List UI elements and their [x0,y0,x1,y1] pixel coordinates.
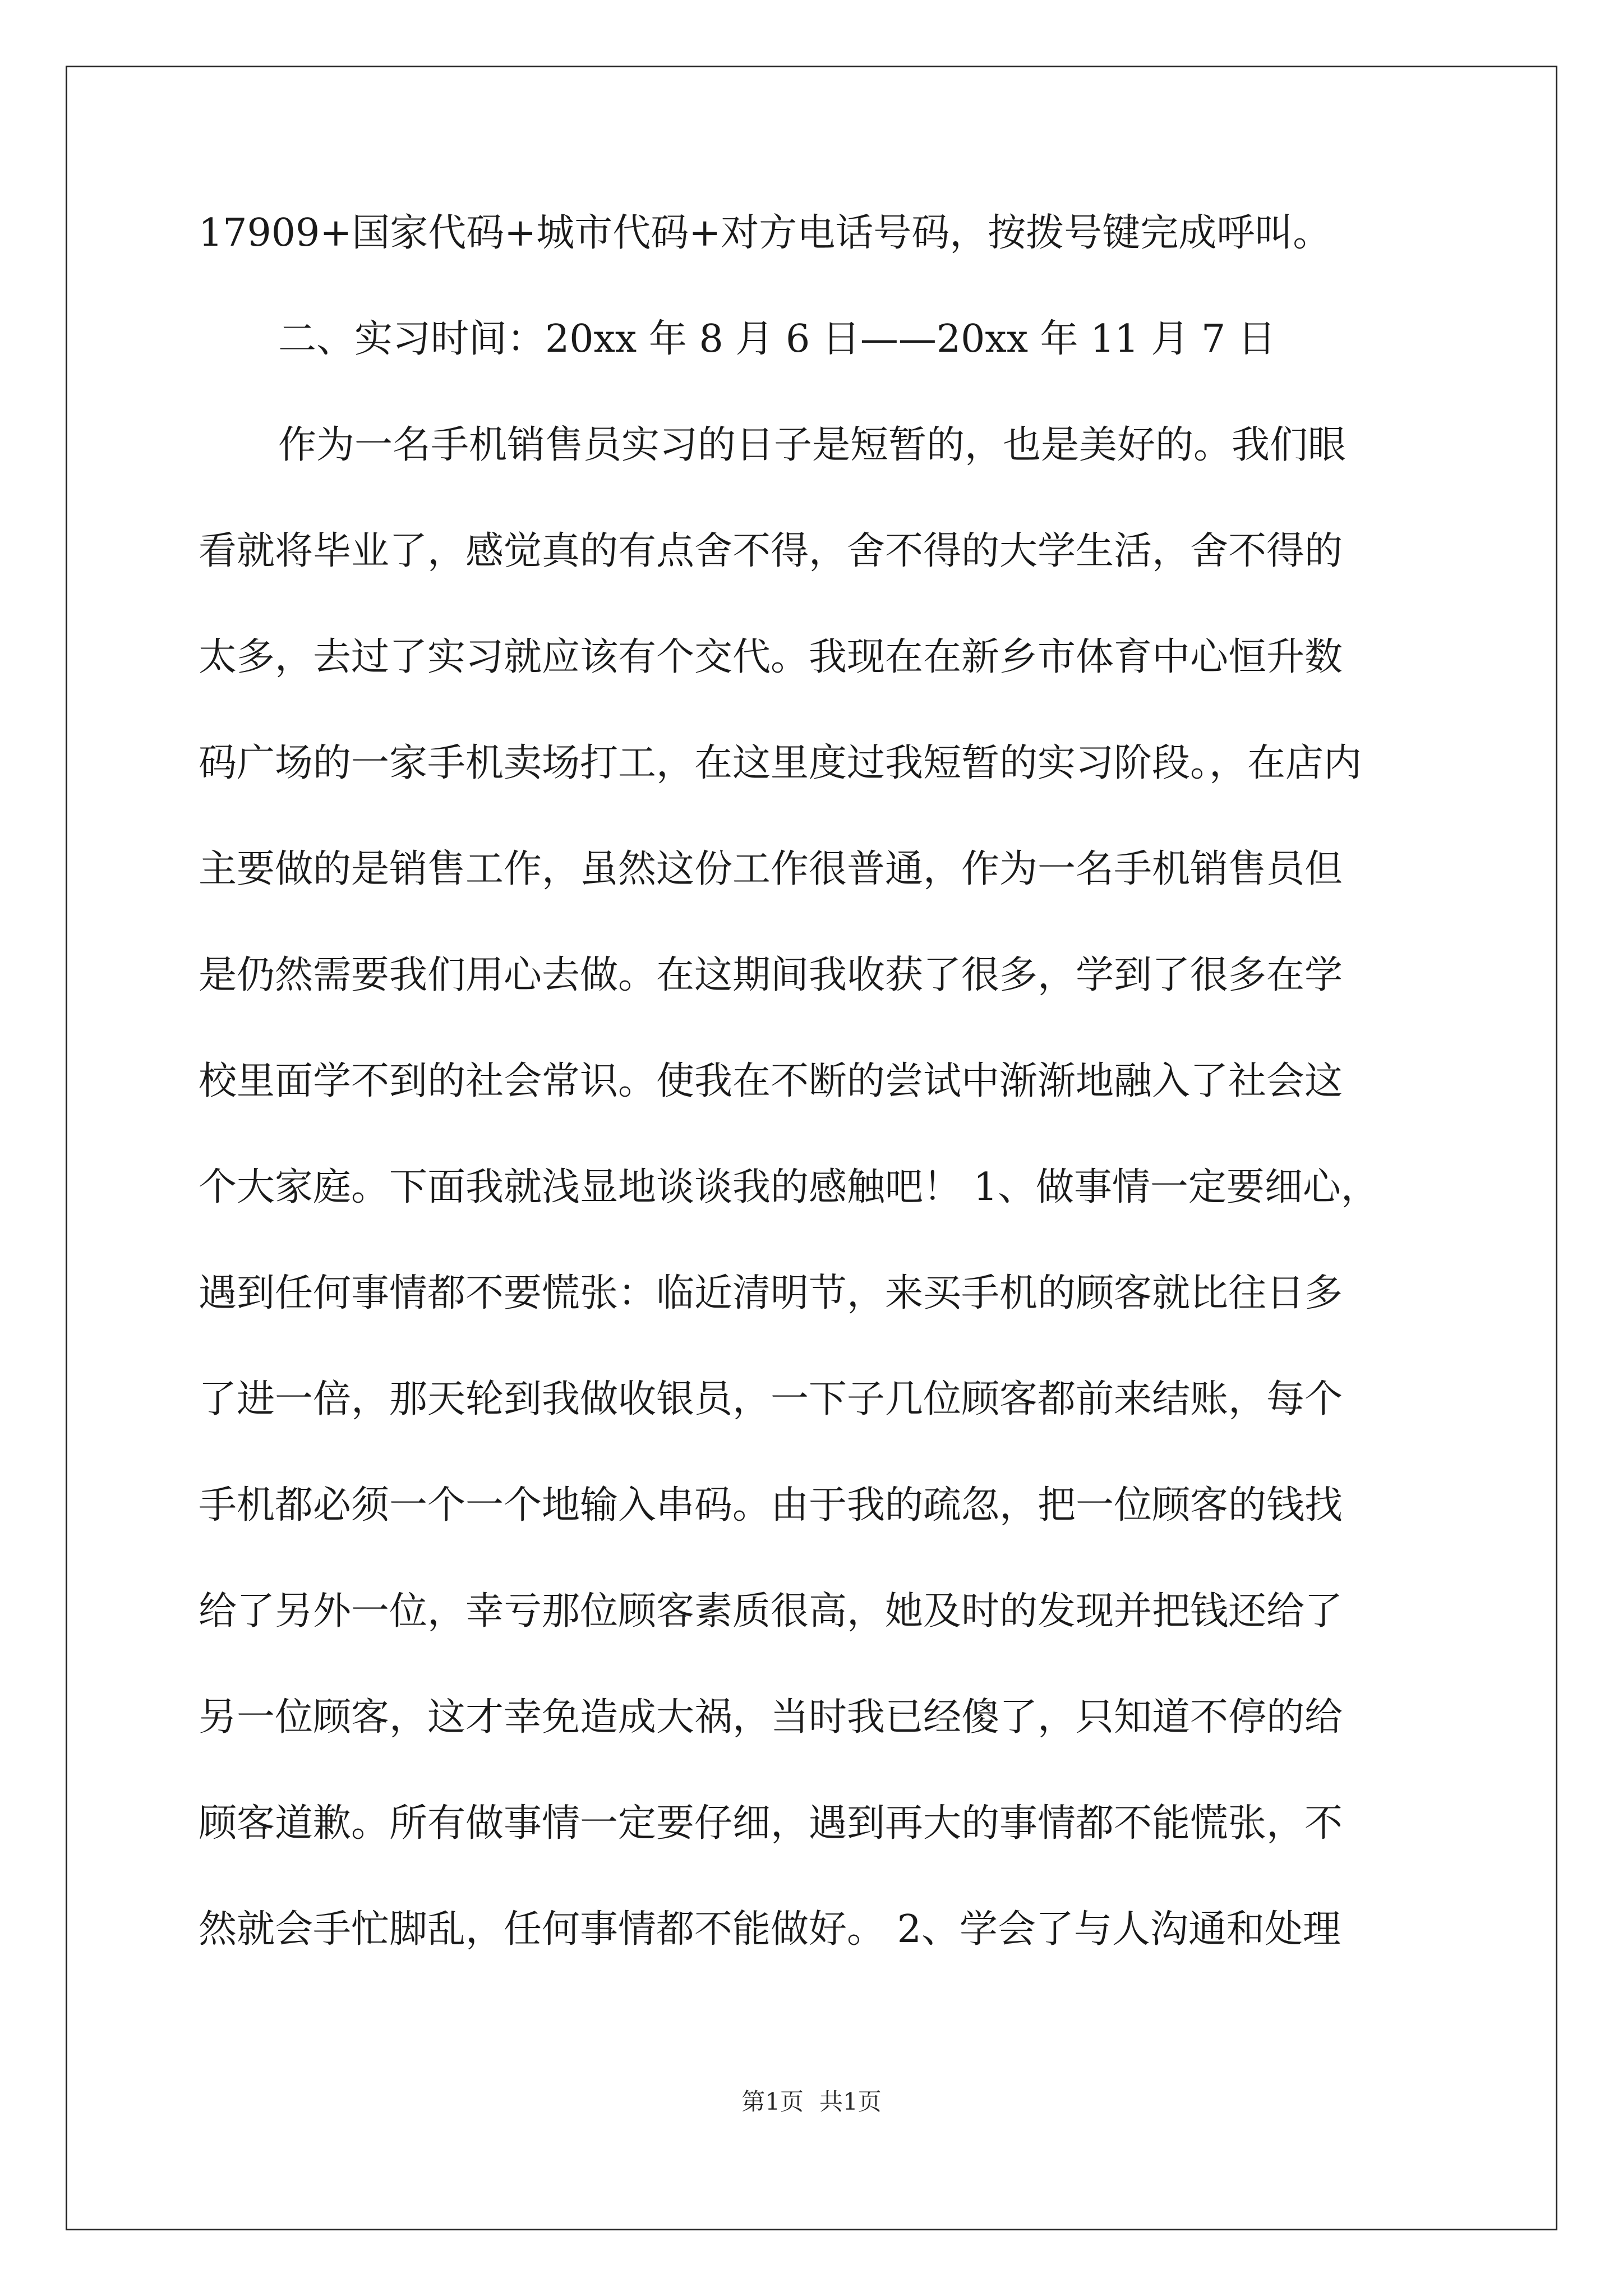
text-line: 顾客道歉。所有做事情一定要仔细，遇到再大的事情都不能慌张，不 [199,1801,1343,1846]
page-border [66,66,1557,2230]
text-line: 码广场的一家手机卖场打工，在这里度过我短暂的实习阶段。，在店内 [199,741,1362,785]
text-line: 另一位顾客，这才幸免造成大祸，当时我已经傻了，只知道不停的给 [199,1695,1343,1740]
text-line: 看就将毕业了，感觉真的有点舍不得，舍不得的大学生活，舍不得的 [199,529,1343,573]
text-line: 给了另外一位，幸亏那位顾客素质很高，她及时的发现并把钱还给了 [199,1589,1343,1634]
page-total: 共1页 [819,2088,882,2115]
text-line: 手机都必须一个一个地输入串码。由于我的疏忽，把一位顾客的钱找 [199,1483,1343,1527]
text-line: 个大家庭。下面我就浅显地谈谈我的感触吧！ 1、做事情一定要细心， [199,1165,1379,1209]
text-line: 了进一倍，那天轮到我做收银员，一下子几位顾客都前来结账，每个 [199,1377,1343,1421]
text-line: 遇到任何事情都不要慌张：临近清明节，来买手机的顾客就比往日多 [199,1271,1343,1315]
page-footer [0,2088,1623,2116]
text-line: 是仍然需要我们用心去做。在这期间我收获了很多，学到了很多在学 [199,953,1343,997]
section-heading: 二、实习时间：20xx 年 8 月 6 日——20xx 年 11 月 7 日 [278,317,1276,361]
text-line: 然就会手忙脚乱，任何事情都不能做好。 2、学会了与人沟通和处理 [199,1907,1341,1952]
text-line: 主要做的是销售工作，虽然这份工作很普通，作为一名手机销售员但 [199,847,1343,891]
text-line: 校里面学不到的社会常识。使我在不断的尝试中渐渐地融入了社会这 [199,1059,1343,1103]
page-number: 第1页 [741,2088,804,2115]
text-line: 作为一名手机销售员实习的日子是短暂的，也是美好的。我们眼 [278,423,1347,467]
text-line: 太多，去过了实习就应该有个交代。我现在在新乡市体育中心恒升数 [199,635,1343,679]
text-line: 17909+国家代码+城市代码+对方电话号码，按拨号键完成呼叫。 [199,211,1331,255]
